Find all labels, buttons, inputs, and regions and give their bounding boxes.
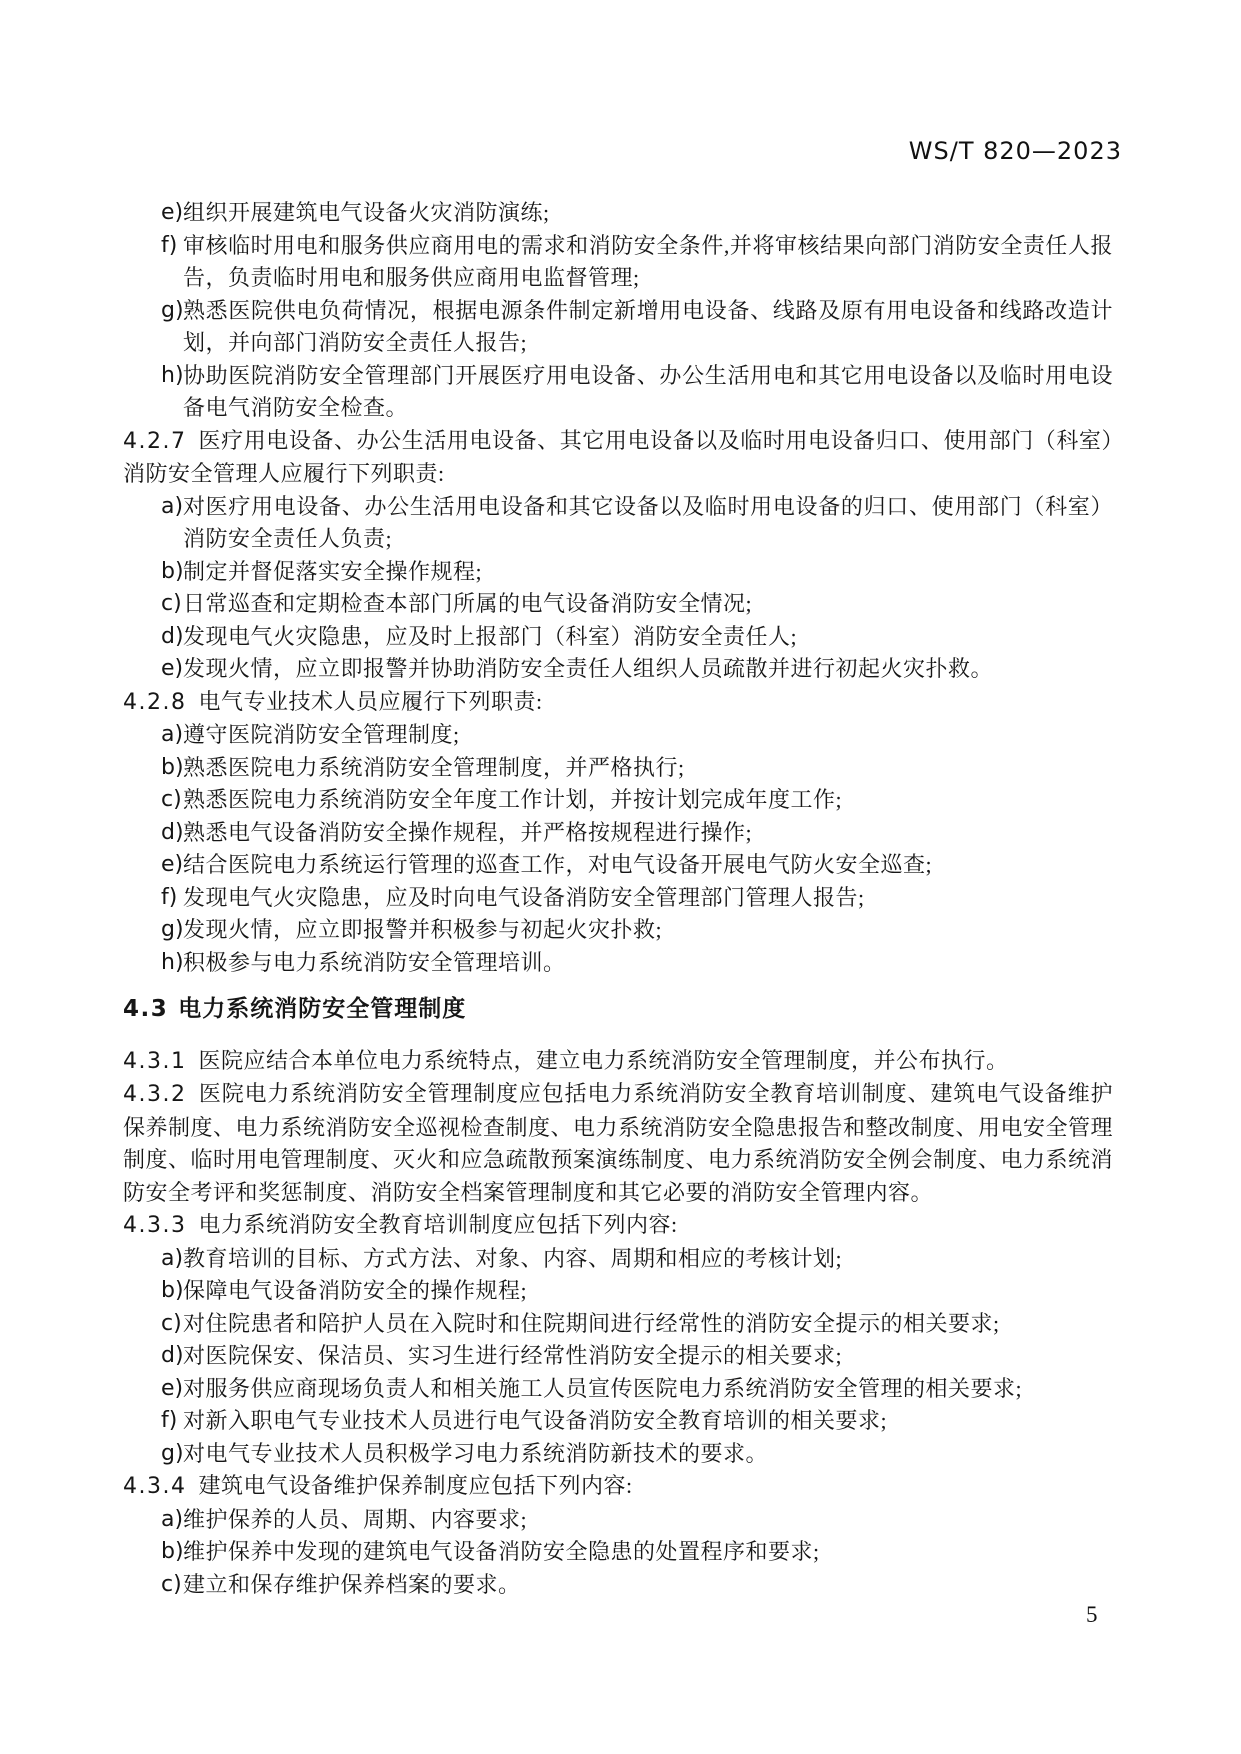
list-item-label: c) (161, 787, 182, 812)
list-item (123, 1308, 1113, 1341)
list-item-text: 维护保养的人员、周期、内容要求; (183, 1506, 528, 1532)
list-item-label: a) (161, 722, 184, 747)
list-item-text: 对医疗用电设备、办公生活用电设备和其它设备以及临时用电设备的归口、使用部门（科室）消防安全责任人负责; (183, 493, 1113, 551)
list-item (123, 295, 1113, 360)
list-item-text: 维护保养中发现的建筑电气设备消防安全隐患的处置程序和要求; (183, 1539, 820, 1564)
document-code-header: WS/T 820—2023 (908, 137, 1122, 165)
clause-text: 电力系统消防安全教育培训制度应包括下列内容: (198, 1212, 678, 1237)
list-item-label: e) (161, 1375, 184, 1401)
list-item-label: e) (161, 656, 184, 681)
list-item (123, 849, 1113, 882)
item-list (123, 1243, 1113, 1471)
list-item-text: 对新入职电气专业技术人员进行电气设备消防安全教育培训的相关要求; (183, 1408, 888, 1433)
list-item-label: f) (161, 232, 178, 258)
list-item-text: 熟悉医院电力系统消防安全管理制度，并严格执行; (183, 754, 685, 780)
clause-4.3.1 (123, 1045, 1113, 1079)
list-item-text: 审核临时用电和服务供应商用电的需求和消防安全条件,并将审核结果向部门消防安全责任人报告，负责临时用电和服务供应商用电监督管理; (183, 232, 1113, 290)
list-item (123, 1275, 1113, 1308)
clause-number: 4.3.1 (123, 1048, 187, 1074)
list-item (123, 914, 1113, 947)
list-item-text: 协助医院消防安全管理部门开展医疗用电设备、办公生活用电和其它用电设备以及临时用电设备电气消防安全检查。 (183, 362, 1113, 420)
list-item-label: a) (161, 1245, 184, 1271)
list-item-label: b) (161, 754, 184, 780)
list-item-text: 熟悉电气设备消防安全操作规程，并严格按规程进行操作; (183, 819, 753, 845)
list-item (123, 947, 1113, 980)
list-item-label: g) (161, 1440, 184, 1466)
list-item-label: g) (161, 917, 184, 942)
list-item (123, 556, 1113, 589)
list-item-label: b) (161, 558, 184, 584)
list-item-label: a) (161, 1506, 184, 1532)
clause-4.3.4 (123, 1470, 1113, 1504)
list-item-text: 遵守医院消防安全管理制度; (183, 722, 460, 747)
list-item (123, 1340, 1113, 1373)
list-item-label: d) (161, 819, 184, 845)
list-item (123, 588, 1113, 621)
list-item-label: d) (161, 1343, 184, 1368)
list-item (123, 197, 1113, 230)
list-item-text: 保障电气设备消防安全的操作规程; (183, 1278, 528, 1303)
list-item (123, 1504, 1113, 1537)
item-list (123, 491, 1113, 686)
list-item-label: c) (161, 1571, 182, 1597)
list-item (123, 1569, 1113, 1602)
list-item (123, 784, 1113, 817)
list-item (123, 1536, 1113, 1569)
item-list (123, 719, 1113, 979)
list-item-label: h) (161, 362, 184, 388)
list-item-label: b) (161, 1539, 184, 1564)
item-list (123, 197, 1113, 425)
clause-number: 4.3.2 (123, 1082, 187, 1107)
page-number: 5 (1086, 1602, 1098, 1627)
clause-text: 医疗用电设备、办公生活用电设备、其它用电设备以及临时用电设备归口、使用部门（科室）消防安全管理人应履行下列职责: (123, 427, 1113, 486)
list-item-text: 发现火情，应立即报警并积极参与初起火灾扑救; (183, 917, 663, 942)
list-item-label: c) (161, 1310, 182, 1336)
clause-number: 4.2.8 (123, 689, 187, 715)
list-item-text: 建立和保存维护保养档案的要求。 (183, 1571, 521, 1597)
list-item-text: 对住院患者和陪护人员在入院时和住院期间进行经常性的消防安全提示的相关要求; (183, 1310, 1000, 1336)
list-item-text: 发现火情，应立即报警并协助消防安全责任人组织人员疏散并进行初起火灾扑救。 (183, 656, 994, 681)
clause-4.3.2 (123, 1078, 1113, 1209)
list-item (123, 1373, 1113, 1406)
list-item-text: 发现电气火灾隐患，应及时上报部门（科室）消防安全责任人; (183, 623, 798, 649)
list-item (123, 653, 1113, 686)
list-item (123, 817, 1113, 850)
clause-text: 建筑电气设备维护保养制度应包括下列内容: (198, 1473, 633, 1498)
list-item-label: a) (161, 493, 184, 519)
list-item-text: 熟悉医院电力系统消防安全年度工作计划，并按计划完成年度工作; (183, 787, 843, 812)
list-item-label: g) (161, 297, 184, 323)
item-list (123, 1504, 1113, 1602)
list-item (123, 230, 1113, 295)
list-item-text: 积极参与电力系统消防安全管理培训。 (183, 949, 566, 975)
list-item-label: f) (161, 884, 178, 910)
section-heading-4.3 (123, 993, 1113, 1026)
list-item (123, 1243, 1113, 1276)
list-item-label: c) (161, 591, 182, 616)
list-item-text: 制定并督促落实安全操作规程; (183, 558, 483, 584)
list-item (123, 752, 1113, 785)
list-item (123, 882, 1113, 915)
list-item-text: 发现电气火灾隐患，应及时向电气设备消防安全管理部门管理人报告; (183, 884, 865, 910)
list-item-text: 组织开展建筑电气设备火灾消防演练; (183, 200, 550, 225)
list-item-text: 对医院保安、保洁员、实习生进行经常性消防安全提示的相关要求; (183, 1343, 843, 1368)
clause-text: 医院电力系统消防安全管理制度应包括电力系统消防安全教育培训制度、建筑电气设备维护保养制度、电力系统消防安全巡视检查制度、电力系统消防安全隐患报告和整改制度、用电安全管理制度、临时用电管理制度、灭火和应急疏散预案演练制度、电力系统消防安全例会制度、电力系统消防安全考评和奖惩制度、消防安全档案管理制度和其它必要的消防安全管理内容。 (123, 1081, 1114, 1205)
clause-4.3.3 (123, 1209, 1113, 1243)
list-item (123, 1405, 1113, 1438)
clause-text: 电气专业技术人员应履行下列职责: (198, 688, 543, 714)
list-item-text: 熟悉医院供电负荷情况，根据电源条件制定新增用电设备、线路及原有用电设备和线路改造计划，并向部门消防安全责任人报告; (183, 297, 1113, 355)
clause-number: 4.3.4 (123, 1474, 187, 1499)
list-item (123, 1438, 1113, 1471)
list-item (123, 491, 1113, 556)
heading-text: 电力系统消防安全管理制度 (178, 996, 467, 1022)
list-item (123, 360, 1113, 425)
clause-4.2.8 (123, 686, 1113, 720)
clause-text: 医院应结合本单位电力系统特点，建立电力系统消防安全管理制度，并公布执行。 (198, 1047, 1009, 1073)
list-item-text: 日常巡查和定期检查本部门所属的电气设备消防安全情况; (183, 591, 753, 616)
list-item-text: 结合医院电力系统运行管理的巡查工作，对电气设备开展电气防火安全巡查; (183, 852, 933, 877)
document-body (123, 197, 1113, 1601)
list-item-label: f) (161, 1408, 178, 1433)
clause-number: 4.3.3 (123, 1213, 187, 1238)
list-item-text: 对电气专业技术人员积极学习电力系统消防新技术的要求。 (183, 1440, 769, 1466)
list-item-label: d) (161, 623, 184, 649)
list-item-text: 对服务供应商现场负责人和相关施工人员宣传医院电力系统消防安全管理的相关要求; (183, 1375, 1023, 1401)
clause-number: 4.2.7 (123, 428, 187, 454)
list-item (123, 621, 1113, 654)
list-item-label: b) (161, 1278, 184, 1303)
list-item-label: e) (161, 852, 184, 877)
list-item-text: 教育培训的目标、方式方法、对象、内容、周期和相应的考核计划; (183, 1245, 843, 1271)
clause-4.2.7 (123, 425, 1113, 491)
list-item-label: e) (161, 200, 184, 225)
list-item (123, 719, 1113, 752)
list-item-label: h) (161, 949, 184, 975)
heading-number: 4.3 (123, 996, 169, 1022)
